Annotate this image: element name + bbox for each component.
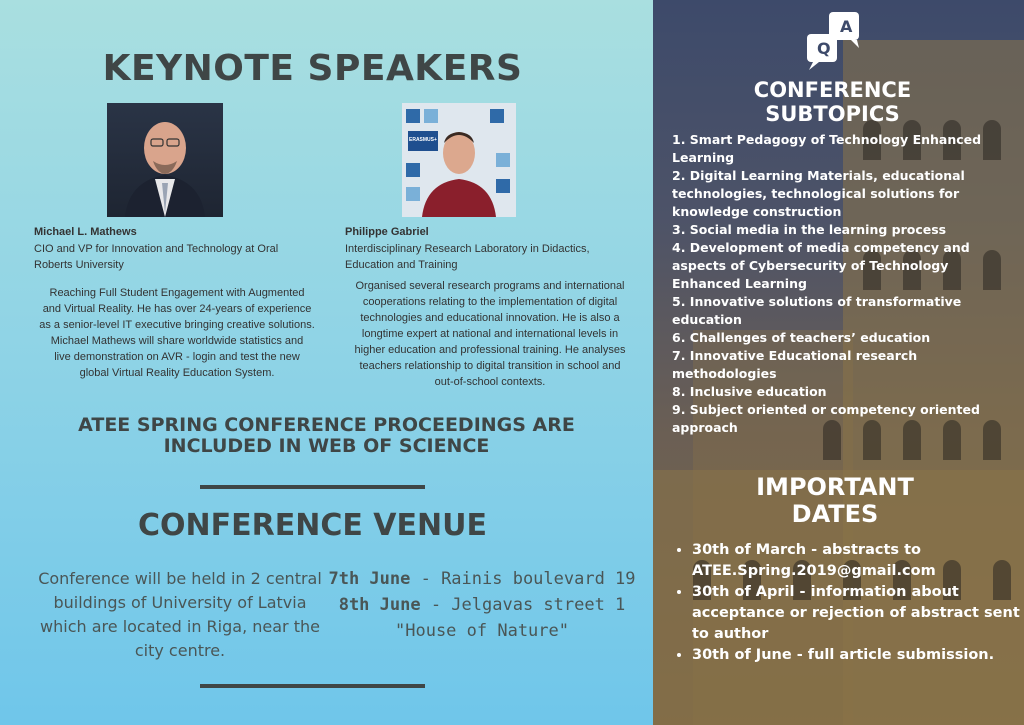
venue-day1: 7th June - Rainis boulevard 19 [328,569,636,589]
subtopics-heading: CONFERENCE SUBTOPICS [753,78,912,126]
list-item: 2. Digital Learning Materials, educational technologies, technological solutions for knowledge construction [672,168,965,219]
divider [200,684,425,688]
speaker-role: Interdisciplinary Research Laboratory in Didactics, Education and Training [345,243,590,271]
qa-icon: A Q [805,10,865,72]
venue-description: Conference will be held in 2 central buildings of University of Latvia which are located in Riga, near the city centre. [38,569,322,660]
speaker-role: CIO and VP for Innovation and Technology at Oral Roberts University [34,243,279,271]
speaker-bio: Reaching Full Student Engagement with Augmented and Virtual Reality. He has over 24-years of experience as a senior-level IT executive bringing creative solutions. Michael Mathews will share worldwide statistics and live demonstration on AVR - login and test the new global Virtual Reality Education System. [39,287,315,379]
list-item: 7. Innovative Educational research methodologies [672,348,918,381]
erasmus-badge: ERASMUS+ [409,137,437,143]
list-item: • 30th of April - information about acceptance or rejection of abstract sent to author [692,582,1022,645]
venue-day2-name: "House of Nature" [395,621,569,641]
list-item: 8. Inclusive education [672,384,827,399]
speaker-photo-gabriel [402,103,516,217]
list-item: 4. Development of media competency and aspects of Cybersecurity of Technology Enhanced Learning [672,240,970,291]
divider [200,485,425,489]
list-item: 6. Challenges of teachers’ education [672,330,931,345]
venue-heading: CONFERENCE VENUE [138,508,487,543]
subtopics-list [672,131,1008,437]
speaker-bio: Organised several research programs and international cooperations relating to the implementation of digital technologies and educational innovation. He is also a longtime expert at national and international levels in higher education and professional training. He analyses teachers relationship to digital transition in school and out-of-school contexts. [354,280,626,388]
dates-list [672,540,1022,666]
list-item: 1. Smart Pedagogy of Technology Enhanced Learning [672,132,982,165]
list-item: • 30th of June - full article submission. [692,645,1022,666]
speaker-name: Philippe Gabriel [345,226,429,238]
list-item: 3. Social media in the learning process [672,222,947,237]
dates-heading: IMPORTANT DATES [756,473,914,528]
venue-addresses [322,566,642,644]
list-item: 5. Innovative solutions of transformative education [672,294,962,327]
speaker-name: Michael L. Mathews [34,226,137,238]
venue-day2: 8th June - Jelgavas street 1 [338,595,626,615]
list-item: 9. Subject oriented or competency oriented approach [672,402,980,435]
proceedings-note: ATEE SPRING CONFERENCE PROCEEDINGS ARE INCLUDED IN WEB OF SCIENCE [78,414,575,457]
keynote-heading: KEYNOTE SPEAKERS [102,48,523,89]
speaker-photo-mathews [107,103,223,217]
list-item: • 30th of March - abstracts to ATEE.Spring.2019@gmail.com [692,540,1022,582]
